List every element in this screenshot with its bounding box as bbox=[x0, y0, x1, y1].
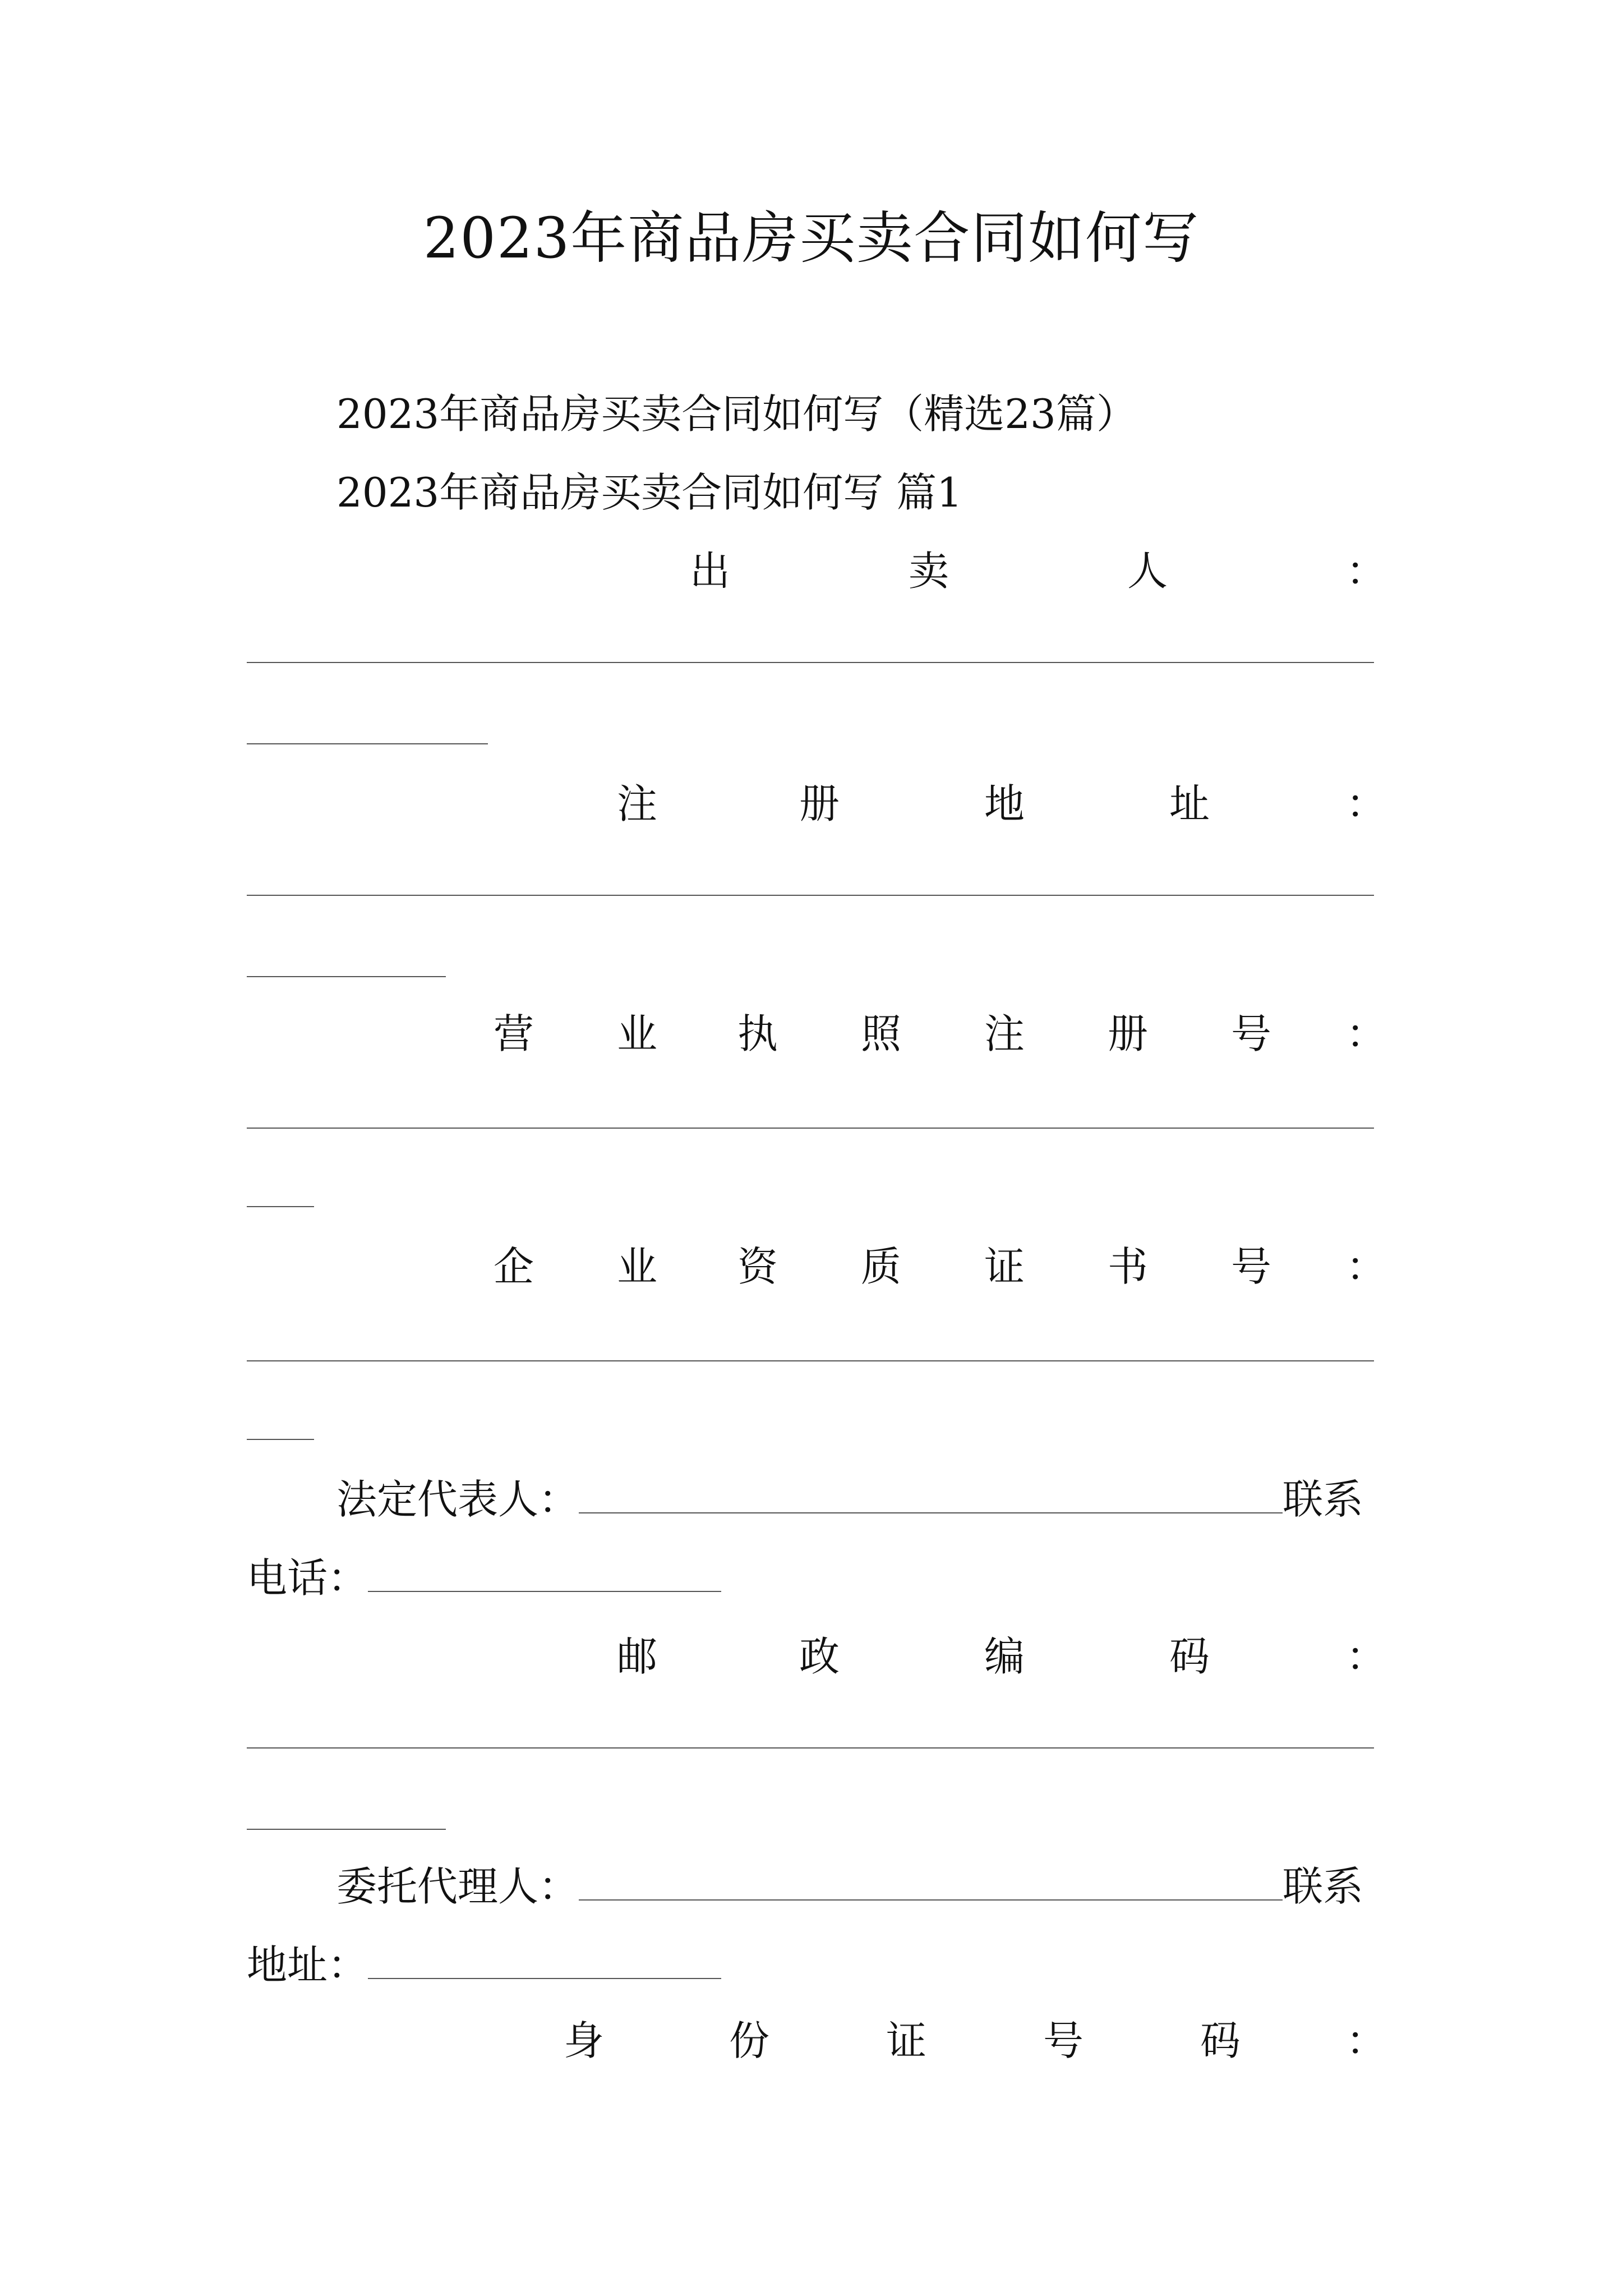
postal-code-char: 政 bbox=[799, 1633, 840, 1680]
postal-code-char: 码 bbox=[1169, 1633, 1210, 1680]
business-license-char: 执 bbox=[737, 1010, 778, 1057]
qualification-cert-char: 资 bbox=[737, 1243, 778, 1290]
postal-code-blank-line[interactable] bbox=[247, 1747, 1374, 1749]
agent-field[interactable] bbox=[579, 1860, 1283, 1901]
business-license-char: 注 bbox=[984, 1010, 1025, 1057]
legal-rep-phone-field[interactable] bbox=[368, 1552, 721, 1592]
document-title: 2023年商品房买卖合同如何写 bbox=[423, 205, 1200, 271]
seller-colon: ： bbox=[1346, 547, 1387, 595]
business-license-blank-line[interactable] bbox=[247, 1128, 1374, 1129]
legal-rep-label: 法定代表人： bbox=[336, 1476, 579, 1523]
agent-row bbox=[336, 1860, 1363, 1913]
registered-address-blank-line-cont[interactable] bbox=[247, 976, 446, 977]
legal-rep-contact-label: 联系 bbox=[1283, 1476, 1364, 1523]
seller-label-char: 出 bbox=[690, 547, 731, 595]
postal-code-char: 编 bbox=[984, 1633, 1025, 1680]
business-license-char: 营 bbox=[494, 1010, 534, 1057]
registered-address-char: 册 bbox=[799, 780, 840, 827]
legal-rep-phone-label: 电话： bbox=[247, 1554, 368, 1602]
agent-label: 委托代理人： bbox=[336, 1863, 579, 1910]
business-license-char: 业 bbox=[617, 1010, 658, 1057]
qualification-cert-char: 证 bbox=[984, 1243, 1025, 1290]
document-subtitle: 2023年商品房买卖合同如何写（精选23篇） bbox=[336, 390, 1137, 438]
business-license-char: 照 bbox=[861, 1010, 902, 1057]
agent-address-label: 地址： bbox=[247, 1941, 368, 1989]
seller-label-char: 卖 bbox=[909, 547, 949, 595]
registered-address-char: 注 bbox=[617, 780, 658, 827]
registered-address-blank-line[interactable] bbox=[247, 895, 1374, 896]
legal-rep-phone-row bbox=[247, 1551, 721, 1605]
qualification-cert-char: 企 bbox=[494, 1243, 534, 1290]
agent-contact-label: 联系 bbox=[1283, 1863, 1364, 1910]
postal-code-blank-line-cont[interactable] bbox=[247, 1829, 446, 1830]
registered-address-char: 址 bbox=[1169, 780, 1210, 827]
postal-code-char: 邮 bbox=[617, 1633, 658, 1680]
id-number-char: 号 bbox=[1043, 2017, 1084, 2064]
seller-label-char: 人 bbox=[1127, 547, 1168, 595]
legal-rep-field[interactable] bbox=[579, 1473, 1283, 1513]
id-number-char: 证 bbox=[886, 2017, 927, 2064]
legal-rep-row bbox=[336, 1473, 1363, 1526]
business-license-char: 号 bbox=[1231, 1010, 1272, 1057]
qualification-cert-blank-line-cont[interactable] bbox=[247, 1439, 314, 1440]
seller-blank-line-cont[interactable] bbox=[247, 743, 488, 744]
id-number-char: 份 bbox=[729, 2017, 770, 2064]
id-number-colon: ： bbox=[1346, 2017, 1387, 2064]
qualification-cert-blank-line[interactable] bbox=[247, 1360, 1374, 1361]
id-number-char: 码 bbox=[1200, 2017, 1241, 2064]
qualification-cert-colon: ： bbox=[1346, 1243, 1387, 1290]
business-license-char: 册 bbox=[1108, 1010, 1149, 1057]
id-number-char: 身 bbox=[564, 2017, 605, 2064]
postal-code-colon: ： bbox=[1346, 1633, 1387, 1680]
seller-blank-line[interactable] bbox=[247, 662, 1374, 663]
agent-address-row bbox=[247, 1938, 721, 1992]
qualification-cert-char: 号 bbox=[1231, 1243, 1272, 1290]
qualification-cert-char: 业 bbox=[617, 1243, 658, 1290]
qualification-cert-char: 书 bbox=[1108, 1243, 1149, 1290]
agent-address-field[interactable] bbox=[368, 1939, 721, 1979]
business-license-colon: ： bbox=[1346, 1010, 1387, 1057]
qualification-cert-char: 质 bbox=[861, 1243, 902, 1290]
registered-address-char: 地 bbox=[984, 780, 1025, 827]
section-heading: 2023年商品房买卖合同如何写 篇1 bbox=[336, 469, 962, 516]
business-license-blank-line-cont[interactable] bbox=[247, 1206, 314, 1207]
registered-address-colon: ： bbox=[1346, 780, 1387, 827]
